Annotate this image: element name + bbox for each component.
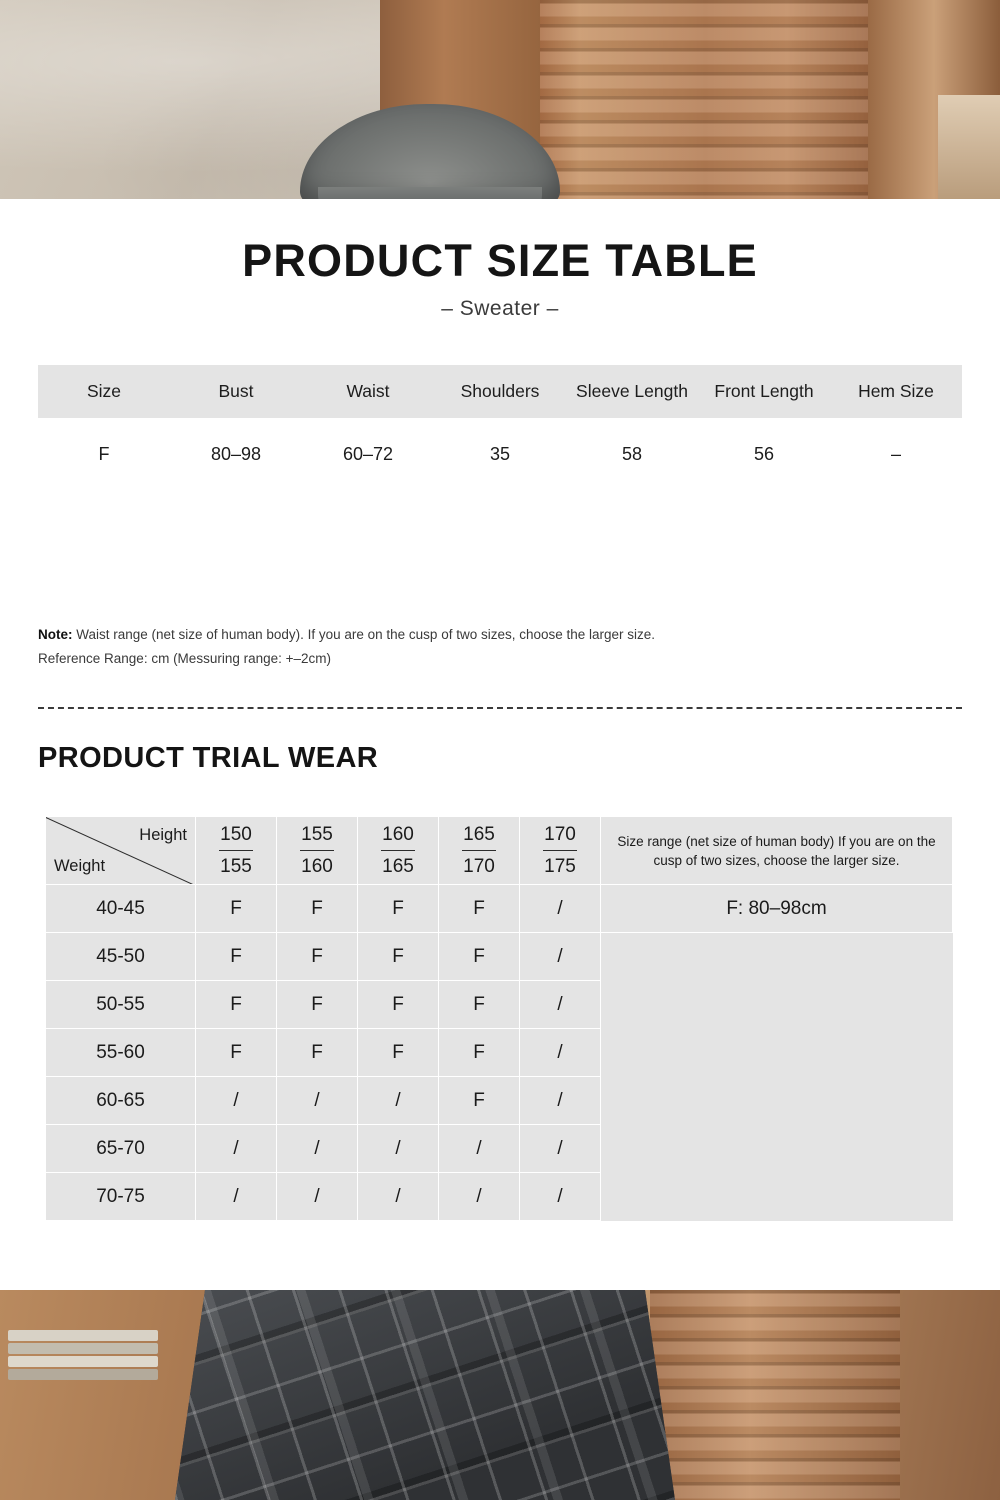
- height-column-150-155: [196, 817, 277, 885]
- cell-value: /: [358, 1125, 439, 1173]
- trial-wear-title: PRODUCT TRIAL WEAR: [38, 742, 379, 774]
- cell-value: F: [358, 933, 439, 981]
- empty-cell: [601, 1173, 953, 1221]
- shutter-panel: [540, 0, 870, 205]
- cell-value: F: [277, 933, 358, 981]
- height-to: 165: [382, 856, 414, 877]
- cell-value: F: [196, 933, 277, 981]
- cell-value: F: [196, 1029, 277, 1077]
- column-header-front-length: Front Length: [714, 381, 814, 401]
- height-column-170-175: [520, 817, 601, 885]
- cell-value: /: [358, 1077, 439, 1125]
- cell-front-length: 56: [753, 444, 775, 464]
- cell-shoulders: 35: [489, 444, 511, 464]
- stacked-books: [8, 1330, 158, 1378]
- cell-value: F: [439, 933, 520, 981]
- height-from: 150: [220, 824, 252, 845]
- height-from: 155: [301, 824, 333, 845]
- book: [8, 1356, 158, 1367]
- weight-label-60-65: 60-65: [46, 1077, 196, 1125]
- book: [8, 1343, 158, 1354]
- column-header-shoulders: Shoulders: [460, 381, 540, 401]
- column-header-bust: Bust: [218, 381, 254, 401]
- empty-cell: [601, 1029, 953, 1077]
- cell-value: /: [196, 1125, 277, 1173]
- cell-value: F: [358, 981, 439, 1029]
- cell-hem-size: –: [890, 444, 901, 464]
- cell-value: F: [439, 1029, 520, 1077]
- table-row: [46, 885, 953, 933]
- note-line-2: Reference Range: cm (Messuring range: +–2cm): [38, 651, 332, 666]
- bottom-photo: [0, 1290, 1000, 1500]
- height-to: 160: [301, 856, 333, 877]
- height-column-160-165: [358, 817, 439, 885]
- cell-value: F: [439, 1077, 520, 1125]
- right-door-frame: [868, 0, 1000, 205]
- height-from: 165: [463, 824, 495, 845]
- height-column-155-160: [277, 817, 358, 885]
- book: [8, 1330, 158, 1341]
- height-column-165-170: [439, 817, 520, 885]
- note-label: Note:: [38, 627, 73, 642]
- cell-value: F: [196, 885, 277, 933]
- range-dash: [381, 850, 415, 851]
- weight-label-45-50: 45-50: [46, 933, 196, 981]
- range-dash: [219, 850, 253, 851]
- size-range-value: F: 80–98cm: [601, 885, 953, 933]
- height-to: 175: [544, 856, 576, 877]
- table-row: [46, 1029, 953, 1077]
- note-line-1: [38, 623, 938, 647]
- cell-value: /: [196, 1077, 277, 1125]
- cell-value: /: [520, 1077, 601, 1125]
- cell-waist: 60–72: [342, 444, 394, 464]
- height-from: 170: [544, 824, 576, 845]
- book: [8, 1369, 158, 1380]
- cell-value: F: [277, 1029, 358, 1077]
- weight-label-50-55: 50-55: [46, 981, 196, 1029]
- wooden-desk: [0, 1368, 200, 1500]
- height-from: 160: [382, 824, 414, 845]
- cell-value: F: [277, 981, 358, 1029]
- cell-value: /: [358, 1173, 439, 1221]
- cell-value: F: [358, 885, 439, 933]
- size-table-header-row: [38, 365, 962, 418]
- table-row: [46, 1077, 953, 1125]
- column-header-hem-size: Hem Size: [858, 381, 934, 401]
- trial-header-row: [46, 817, 953, 885]
- product-trial-wear-table-wrap: [45, 816, 953, 1221]
- cell-value: /: [196, 1173, 277, 1221]
- weight-label-70-75: 70-75: [46, 1173, 196, 1221]
- empty-cell: [601, 1125, 953, 1173]
- page-subtitle: – Sweater –: [441, 297, 559, 320]
- cell-sleeve-length: 58: [621, 444, 643, 464]
- range-dash: [462, 850, 496, 851]
- axis-label-weight: Weight: [54, 857, 106, 875]
- cell-value: /: [520, 1173, 601, 1221]
- cell-value: F: [439, 885, 520, 933]
- cell-size: F: [98, 444, 110, 464]
- weight-label-65-70: 65-70: [46, 1125, 196, 1173]
- bottom-shutter-panel: [650, 1290, 900, 1500]
- empty-cell: [601, 1077, 953, 1125]
- top-photo: [0, 0, 1000, 205]
- table-row: [46, 981, 953, 1029]
- column-header-sleeve-length: Sleeve Length: [576, 381, 688, 401]
- cell-value: /: [277, 1077, 358, 1125]
- section-divider: [38, 707, 962, 709]
- model-plaid-skirt: [175, 1290, 675, 1500]
- column-header-size: Size: [86, 381, 122, 401]
- size-range-info-text: Size range (net size of human body) If you are on the cusp of two sizes, choose the larger size.: [601, 817, 953, 885]
- product-trial-wear-table: [45, 816, 953, 1221]
- cell-value: /: [439, 1173, 520, 1221]
- cell-value: /: [520, 1125, 601, 1173]
- cell-value: /: [277, 1173, 358, 1221]
- table-row: [46, 1173, 953, 1221]
- size-note: [38, 623, 938, 671]
- table-row: [38, 418, 962, 473]
- axis-corner-cell: [46, 817, 196, 885]
- table-row: [46, 933, 953, 981]
- weight-label-55-60: 55-60: [46, 1029, 196, 1077]
- cell-value: /: [520, 933, 601, 981]
- empty-cell: [601, 981, 953, 1029]
- column-header-waist: Waist: [346, 381, 390, 401]
- table-row: [46, 1125, 953, 1173]
- page-title: PRODUCT SIZE TABLE: [242, 235, 758, 286]
- height-to: 170: [463, 856, 495, 877]
- cell-bust: 80–98: [210, 444, 262, 464]
- cell-value: F: [358, 1029, 439, 1077]
- weight-label-40-45: 40-45: [46, 885, 196, 933]
- cell-value: F: [277, 885, 358, 933]
- cell-value: /: [277, 1125, 358, 1173]
- cell-value: F: [439, 981, 520, 1029]
- cell-value: F: [196, 981, 277, 1029]
- height-to: 155: [220, 856, 252, 877]
- cell-value: /: [520, 885, 601, 933]
- cell-value: /: [520, 1029, 601, 1077]
- product-size-table: [38, 365, 962, 473]
- cell-value: /: [439, 1125, 520, 1173]
- range-dash: [543, 850, 577, 851]
- cell-value: /: [520, 981, 601, 1029]
- empty-cell: [601, 933, 953, 981]
- size-chart-card: [0, 199, 1000, 1296]
- axis-label-height: Height: [139, 826, 187, 844]
- note-text: Waist range (net size of human body). If you are on the cusp of two sizes, choose the larger size.: [72, 627, 656, 642]
- range-dash: [300, 850, 334, 851]
